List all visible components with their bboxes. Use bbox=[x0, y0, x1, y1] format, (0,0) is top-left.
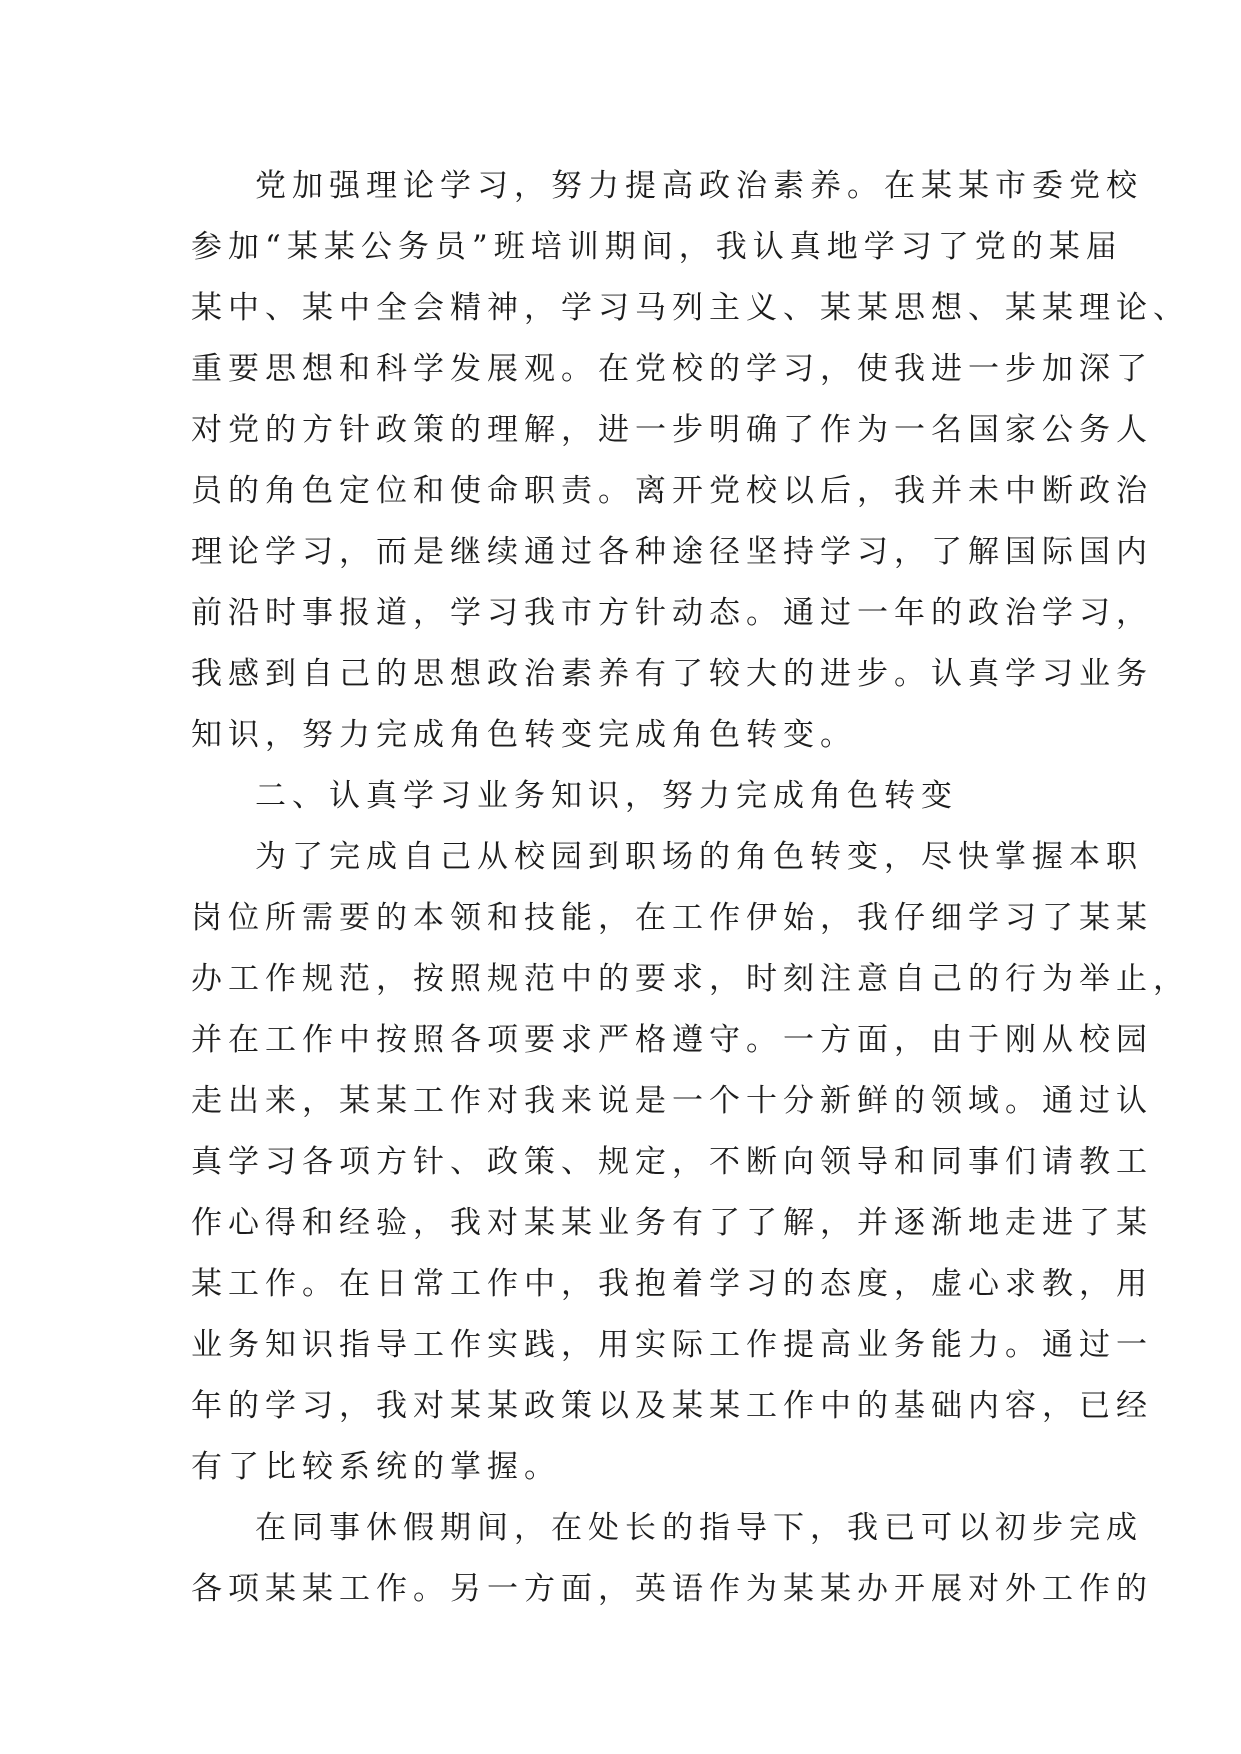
text-line: 理论学习，而是继续通过各种途径坚持学习，了解国际国内 bbox=[191, 534, 1153, 570]
text-line: 有了比较系统的掌握。 bbox=[191, 1449, 561, 1485]
document-body bbox=[191, 156, 1190, 1620]
text-line: 党加强理论学习，努力提高政治素养。在某某市委党校 bbox=[255, 168, 1143, 204]
text-line: 某工作。在日常工作中，我抱着学习的态度，虚心求教，用 bbox=[191, 1266, 1153, 1302]
text-line: 参加“某某公务员”班培训期间，我认真地学习了党的某届 bbox=[191, 229, 1123, 265]
text-line: 真学习各项方针、政策、规定，不断向领导和同事们请教工 bbox=[191, 1144, 1153, 1180]
text-line: 各项某某工作。另一方面，英语作为某某办开展对外工作的 bbox=[191, 1571, 1153, 1607]
text-line: 办工作规范，按照规范中的要求，时刻注意自己的行为举止， bbox=[191, 961, 1190, 997]
text-line: 作心得和经验，我对某某业务有了了解，并逐渐地走进了某 bbox=[191, 1205, 1153, 1241]
text-line: 年的学习，我对某某政策以及某某工作中的基础内容，已经 bbox=[191, 1388, 1153, 1424]
text-line: 前沿时事报道，学习我市方针动态。通过一年的政治学习， bbox=[191, 595, 1153, 631]
text-line: 岗位所需要的本领和技能，在工作伊始，我仔细学习了某某 bbox=[191, 900, 1153, 936]
text-line: 我感到自己的思想政治素养有了较大的进步。认真学习业务 bbox=[191, 656, 1153, 692]
text-line: 业务知识指导工作实践，用实际工作提高业务能力。通过一 bbox=[191, 1327, 1153, 1363]
text-line: 某中、某中全会精神，学习马列主义、某某思想、某某理论、 bbox=[191, 290, 1190, 326]
text-line: 员的角色定位和使命职责。离开党校以后，我并未中断政治 bbox=[191, 473, 1153, 509]
section-heading: 二、认真学习业务知识，努力完成角色转变 bbox=[255, 778, 958, 814]
text-line: 知识，努力完成角色转变完成角色转变。 bbox=[191, 717, 857, 753]
text-line: 走出来，某某工作对我来说是一个十分新鲜的领域。通过认 bbox=[191, 1083, 1153, 1119]
text-line: 并在工作中按照各项要求严格遵守。一方面，由于刚从校园 bbox=[191, 1022, 1153, 1058]
text-line: 重要思想和科学发展观。在党校的学习，使我进一步加深了 bbox=[191, 351, 1153, 387]
text-line: 为了完成自己从校园到职场的角色转变，尽快掌握本职 bbox=[255, 839, 1143, 875]
text-line: 对党的方针政策的理解，进一步明确了作为一名国家公务人 bbox=[191, 412, 1153, 448]
text-line: 在同事休假期间，在处长的指导下，我已可以初步完成 bbox=[255, 1510, 1143, 1546]
